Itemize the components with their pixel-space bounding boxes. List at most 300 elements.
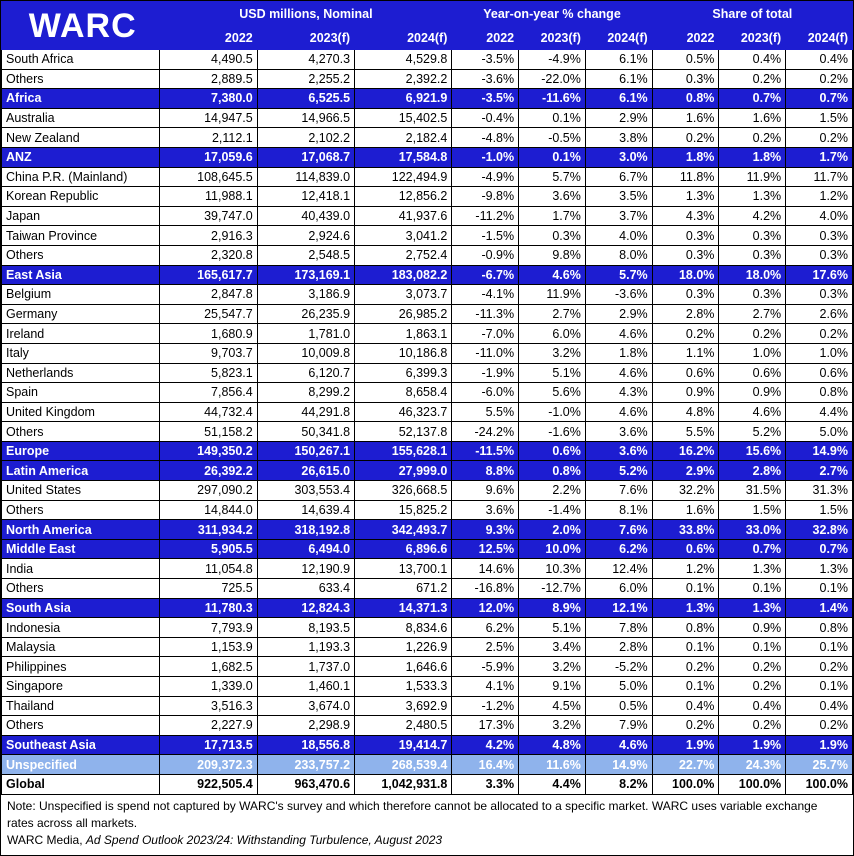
value-cell: 0.3%: [652, 245, 719, 265]
value-cell: 0.3%: [719, 285, 786, 305]
row-label-cell: Malaysia: [2, 637, 160, 657]
value-cell: -6.0%: [452, 383, 519, 403]
value-cell: 0.1%: [719, 637, 786, 657]
value-cell: 5.6%: [519, 383, 586, 403]
value-cell: 8,658.4: [355, 383, 452, 403]
value-cell: 3.7%: [585, 206, 652, 226]
value-cell: -1.0%: [452, 147, 519, 167]
value-cell: 5.7%: [585, 265, 652, 285]
value-cell: 32.8%: [786, 520, 853, 540]
value-cell: -6.7%: [452, 265, 519, 285]
value-cell: 51,158.2: [160, 422, 257, 442]
row-label-cell: Others: [2, 422, 160, 442]
row-label-cell: New Zealand: [2, 128, 160, 148]
value-cell: -11.2%: [452, 206, 519, 226]
row-label-cell: Others: [2, 245, 160, 265]
value-cell: 12.0%: [452, 598, 519, 618]
value-cell: 5.2%: [585, 461, 652, 481]
table-notes: [1, 795, 853, 852]
value-cell: 10,186.8: [355, 343, 452, 363]
value-cell: 14,947.5: [160, 108, 257, 128]
value-cell: 2,320.8: [160, 245, 257, 265]
global-row: [2, 774, 853, 794]
value-cell: 963,470.6: [257, 774, 354, 794]
value-cell: 3.8%: [585, 128, 652, 148]
table-row: [2, 69, 853, 89]
total-row: [2, 89, 853, 109]
value-cell: 2,752.4: [355, 245, 452, 265]
value-cell: 4.0%: [585, 226, 652, 246]
value-cell: 922,505.4: [160, 774, 257, 794]
value-cell: 6.1%: [585, 50, 652, 70]
value-cell: 6.2%: [452, 618, 519, 638]
value-cell: 12.5%: [452, 539, 519, 559]
header-year: 2024(f): [786, 27, 853, 50]
value-cell: 0.7%: [719, 539, 786, 559]
value-cell: 0.6%: [786, 363, 853, 383]
value-cell: 2.9%: [585, 108, 652, 128]
value-cell: 6,525.5: [257, 89, 354, 109]
total-row: [2, 598, 853, 618]
value-cell: 0.8%: [652, 89, 719, 109]
value-cell: 11,988.1: [160, 187, 257, 207]
value-cell: 0.2%: [719, 677, 786, 697]
value-cell: 8.8%: [452, 461, 519, 481]
value-cell: 0.4%: [786, 696, 853, 716]
value-cell: 3,041.2: [355, 226, 452, 246]
value-cell: -1.2%: [452, 696, 519, 716]
value-cell: 1,863.1: [355, 324, 452, 344]
value-cell: 17,584.8: [355, 147, 452, 167]
value-cell: 8.2%: [585, 774, 652, 794]
value-cell: 4.4%: [786, 402, 853, 422]
value-cell: 22.7%: [652, 755, 719, 775]
value-cell: 6,120.7: [257, 363, 354, 383]
row-label-cell: Germany: [2, 304, 160, 324]
value-cell: 2.8%: [652, 304, 719, 324]
value-cell: 11.8%: [652, 167, 719, 187]
row-label-cell: Philippines: [2, 657, 160, 677]
value-cell: -1.9%: [452, 363, 519, 383]
total-row: [2, 539, 853, 559]
value-cell: 0.2%: [652, 128, 719, 148]
table-row: [2, 422, 853, 442]
value-cell: 0.2%: [786, 324, 853, 344]
value-cell: -0.9%: [452, 245, 519, 265]
value-cell: 5.5%: [452, 402, 519, 422]
value-cell: 17,068.7: [257, 147, 354, 167]
value-cell: 5,905.5: [160, 539, 257, 559]
value-cell: 26,392.2: [160, 461, 257, 481]
value-cell: 1.6%: [652, 108, 719, 128]
value-cell: 2,392.2: [355, 69, 452, 89]
value-cell: -22.0%: [519, 69, 586, 89]
table-row: [2, 402, 853, 422]
value-cell: 0.6%: [652, 363, 719, 383]
value-cell: 0.2%: [719, 716, 786, 736]
value-cell: 2,847.8: [160, 285, 257, 305]
value-cell: 4.2%: [719, 206, 786, 226]
value-cell: 3.5%: [585, 187, 652, 207]
value-cell: 6.0%: [519, 324, 586, 344]
value-cell: -11.5%: [452, 441, 519, 461]
value-cell: 0.3%: [719, 226, 786, 246]
value-cell: 25,547.7: [160, 304, 257, 324]
value-cell: 1.5%: [786, 108, 853, 128]
value-cell: -3.6%: [452, 69, 519, 89]
value-cell: 27,999.0: [355, 461, 452, 481]
value-cell: 0.1%: [519, 147, 586, 167]
value-cell: 0.3%: [652, 226, 719, 246]
row-label-cell: Italy: [2, 343, 160, 363]
value-cell: -3.5%: [452, 89, 519, 109]
value-cell: 8,834.6: [355, 618, 452, 638]
value-cell: 12,856.2: [355, 187, 452, 207]
value-cell: 52,137.8: [355, 422, 452, 442]
value-cell: 25.7%: [786, 755, 853, 775]
value-cell: 183,082.2: [355, 265, 452, 285]
value-cell: -1.4%: [519, 500, 586, 520]
table-row: [2, 657, 853, 677]
value-cell: 4.3%: [652, 206, 719, 226]
value-cell: 0.4%: [719, 50, 786, 70]
value-cell: 4.5%: [519, 696, 586, 716]
value-cell: 7.8%: [585, 618, 652, 638]
value-cell: 10.0%: [519, 539, 586, 559]
header-year: 2024(f): [355, 27, 452, 50]
value-cell: 17,713.5: [160, 735, 257, 755]
value-cell: 2,255.2: [257, 69, 354, 89]
header-year: 2023(f): [519, 27, 586, 50]
value-cell: 173,169.1: [257, 265, 354, 285]
row-label-cell: Latin America: [2, 461, 160, 481]
value-cell: 0.1%: [652, 637, 719, 657]
value-cell: -3.6%: [585, 285, 652, 305]
value-cell: -4.9%: [452, 167, 519, 187]
value-cell: 2,102.2: [257, 128, 354, 148]
total-row: [2, 265, 853, 285]
value-cell: 39,747.0: [160, 206, 257, 226]
value-cell: 342,493.7: [355, 520, 452, 540]
value-cell: 0.4%: [719, 696, 786, 716]
value-cell: 0.1%: [786, 579, 853, 599]
value-cell: 8.9%: [519, 598, 586, 618]
value-cell: 1,226.9: [355, 637, 452, 657]
table-row: [2, 383, 853, 403]
value-cell: 11.9%: [719, 167, 786, 187]
header-year: 2022: [160, 27, 257, 50]
value-cell: 11.9%: [519, 285, 586, 305]
value-cell: 0.6%: [652, 539, 719, 559]
value-cell: 0.1%: [652, 677, 719, 697]
value-cell: 2.8%: [585, 637, 652, 657]
value-cell: 7.6%: [585, 481, 652, 501]
header-year: 2024(f): [585, 27, 652, 50]
value-cell: 2.9%: [585, 304, 652, 324]
value-cell: 0.3%: [719, 245, 786, 265]
value-cell: 7.9%: [585, 716, 652, 736]
value-cell: 3.2%: [519, 716, 586, 736]
header-share-group: Share of total: [652, 2, 852, 27]
value-cell: 9.3%: [452, 520, 519, 540]
value-cell: 318,192.8: [257, 520, 354, 540]
value-cell: 108,645.5: [160, 167, 257, 187]
table-row: [2, 206, 853, 226]
value-cell: 32.2%: [652, 481, 719, 501]
value-cell: 16.4%: [452, 755, 519, 775]
value-cell: 2,182.4: [355, 128, 452, 148]
value-cell: 0.8%: [786, 383, 853, 403]
value-cell: 1,153.9: [160, 637, 257, 657]
value-cell: 4.6%: [585, 735, 652, 755]
value-cell: 1.8%: [652, 147, 719, 167]
row-label-cell: Netherlands: [2, 363, 160, 383]
value-cell: -1.5%: [452, 226, 519, 246]
value-cell: 6,494.0: [257, 539, 354, 559]
value-cell: 1,193.3: [257, 637, 354, 657]
value-cell: 31.5%: [719, 481, 786, 501]
value-cell: 4.6%: [585, 402, 652, 422]
value-cell: 2,924.6: [257, 226, 354, 246]
row-label-cell: Others: [2, 500, 160, 520]
table-row: [2, 343, 853, 363]
table-row: [2, 324, 853, 344]
value-cell: 3.6%: [585, 422, 652, 442]
value-cell: 122,494.9: [355, 167, 452, 187]
value-cell: 1.6%: [652, 500, 719, 520]
value-cell: 9,703.7: [160, 343, 257, 363]
value-cell: 0.5%: [652, 50, 719, 70]
value-cell: 2,112.1: [160, 128, 257, 148]
value-cell: 5,823.1: [160, 363, 257, 383]
value-cell: 0.2%: [652, 324, 719, 344]
value-cell: 14.9%: [786, 441, 853, 461]
value-cell: 326,668.5: [355, 481, 452, 501]
value-cell: 46,323.7: [355, 402, 452, 422]
value-cell: 5.0%: [585, 677, 652, 697]
row-label-cell: Southeast Asia: [2, 735, 160, 755]
value-cell: 6,399.3: [355, 363, 452, 383]
row-label-cell: ANZ: [2, 147, 160, 167]
value-cell: 1.9%: [652, 735, 719, 755]
row-label-cell: Others: [2, 579, 160, 599]
value-cell: 114,839.0: [257, 167, 354, 187]
value-cell: 14,371.3: [355, 598, 452, 618]
value-cell: 0.2%: [719, 657, 786, 677]
value-cell: -0.5%: [519, 128, 586, 148]
value-cell: 1.6%: [719, 108, 786, 128]
value-cell: 15,402.5: [355, 108, 452, 128]
table-row: [2, 579, 853, 599]
value-cell: 3.6%: [452, 500, 519, 520]
value-cell: 0.7%: [719, 89, 786, 109]
value-cell: 41,937.6: [355, 206, 452, 226]
value-cell: -11.3%: [452, 304, 519, 324]
value-cell: 1.2%: [652, 559, 719, 579]
value-cell: 33.0%: [719, 520, 786, 540]
source-prefix: WARC Media,: [7, 832, 86, 847]
table-row: [2, 716, 853, 736]
value-cell: 3.2%: [519, 343, 586, 363]
value-cell: 2,916.3: [160, 226, 257, 246]
value-cell: 13,700.1: [355, 559, 452, 579]
value-cell: 0.2%: [719, 69, 786, 89]
value-cell: 0.7%: [786, 539, 853, 559]
value-cell: 11.6%: [519, 755, 586, 775]
value-cell: 5.1%: [519, 618, 586, 638]
value-cell: 24.3%: [719, 755, 786, 775]
value-cell: 5.1%: [519, 363, 586, 383]
value-cell: 0.2%: [652, 716, 719, 736]
value-cell: 12.4%: [585, 559, 652, 579]
value-cell: 15,825.2: [355, 500, 452, 520]
value-cell: 2.5%: [452, 637, 519, 657]
row-label-cell: Others: [2, 716, 160, 736]
value-cell: 2,298.9: [257, 716, 354, 736]
value-cell: 0.4%: [652, 696, 719, 716]
value-cell: 4.1%: [452, 677, 519, 697]
row-label-cell: Taiwan Province: [2, 226, 160, 246]
row-label-cell: South Africa: [2, 50, 160, 70]
row-label-cell: Indonesia: [2, 618, 160, 638]
value-cell: 0.4%: [786, 50, 853, 70]
table-row: [2, 167, 853, 187]
value-cell: 3.4%: [519, 637, 586, 657]
value-cell: 12,418.1: [257, 187, 354, 207]
value-cell: 4.6%: [585, 324, 652, 344]
value-cell: 725.5: [160, 579, 257, 599]
unspec-row: [2, 755, 853, 775]
row-label-cell: Ireland: [2, 324, 160, 344]
value-cell: 1.0%: [719, 343, 786, 363]
value-cell: 18.0%: [652, 265, 719, 285]
value-cell: 1.3%: [719, 187, 786, 207]
row-label-cell: Europe: [2, 441, 160, 461]
value-cell: 0.1%: [719, 579, 786, 599]
value-cell: 11.7%: [786, 167, 853, 187]
header-year: 2022: [452, 27, 519, 50]
table-row: [2, 559, 853, 579]
value-cell: 0.2%: [786, 69, 853, 89]
value-cell: 2,889.5: [160, 69, 257, 89]
value-cell: 7.6%: [585, 520, 652, 540]
value-cell: 0.2%: [786, 128, 853, 148]
value-cell: 5.7%: [519, 167, 586, 187]
value-cell: 6.7%: [585, 167, 652, 187]
value-cell: 3,516.3: [160, 696, 257, 716]
table-row: [2, 285, 853, 305]
value-cell: 4,270.3: [257, 50, 354, 70]
value-cell: 1,042,931.8: [355, 774, 452, 794]
table-row: [2, 696, 853, 716]
value-cell: 149,350.2: [160, 441, 257, 461]
source-title: Ad Spend Outlook 2023/24: Withstanding Turbulence, August 2023: [85, 832, 443, 847]
row-label-cell: Thailand: [2, 696, 160, 716]
value-cell: 12,190.9: [257, 559, 354, 579]
row-label-cell: Singapore: [2, 677, 160, 697]
row-label-cell: Africa: [2, 89, 160, 109]
value-cell: 1.8%: [719, 147, 786, 167]
value-cell: 4.6%: [719, 402, 786, 422]
value-cell: 0.5%: [585, 696, 652, 716]
table-row: [2, 187, 853, 207]
value-cell: 1.4%: [786, 598, 853, 618]
value-cell: 7,856.4: [160, 383, 257, 403]
total-row: [2, 735, 853, 755]
value-cell: 3.6%: [585, 441, 652, 461]
row-label-cell: South Asia: [2, 598, 160, 618]
table-row: [2, 245, 853, 265]
value-cell: 14,966.5: [257, 108, 354, 128]
value-cell: -9.8%: [452, 187, 519, 207]
value-cell: -24.2%: [452, 422, 519, 442]
value-cell: 5.2%: [719, 422, 786, 442]
source-line: [7, 832, 847, 849]
value-cell: 0.9%: [652, 383, 719, 403]
value-cell: 303,553.4: [257, 481, 354, 501]
value-cell: 0.2%: [786, 716, 853, 736]
value-cell: 2.2%: [519, 481, 586, 501]
row-label-cell: East Asia: [2, 265, 160, 285]
value-cell: 1.7%: [519, 206, 586, 226]
table-row: [2, 481, 853, 501]
header-year: 2023(f): [719, 27, 786, 50]
value-cell: 1.0%: [786, 343, 853, 363]
row-label-cell: Others: [2, 69, 160, 89]
value-cell: 11,780.3: [160, 598, 257, 618]
value-cell: 1.1%: [652, 343, 719, 363]
value-cell: 1.5%: [719, 500, 786, 520]
table-row: [2, 108, 853, 128]
value-cell: 0.8%: [519, 461, 586, 481]
table-row: [2, 363, 853, 383]
value-cell: 1.7%: [786, 147, 853, 167]
value-cell: -1.0%: [519, 402, 586, 422]
value-cell: 0.9%: [719, 383, 786, 403]
value-cell: 5.0%: [786, 422, 853, 442]
value-cell: 50,341.8: [257, 422, 354, 442]
value-cell: 100.0%: [786, 774, 853, 794]
value-cell: 8.0%: [585, 245, 652, 265]
value-cell: 7,793.9: [160, 618, 257, 638]
value-cell: 26,235.9: [257, 304, 354, 324]
total-row: [2, 461, 853, 481]
table-row: [2, 618, 853, 638]
total-row: [2, 520, 853, 540]
value-cell: 3,674.0: [257, 696, 354, 716]
value-cell: 0.2%: [719, 128, 786, 148]
value-cell: 1.8%: [585, 343, 652, 363]
value-cell: 2,548.5: [257, 245, 354, 265]
value-cell: 19,414.7: [355, 735, 452, 755]
value-cell: 0.1%: [519, 108, 586, 128]
value-cell: 12,824.3: [257, 598, 354, 618]
value-cell: -3.5%: [452, 50, 519, 70]
value-cell: 11,054.8: [160, 559, 257, 579]
value-cell: 0.8%: [652, 618, 719, 638]
row-label-cell: India: [2, 559, 160, 579]
value-cell: 2.9%: [652, 461, 719, 481]
value-cell: 8,299.2: [257, 383, 354, 403]
warc-logo: WARC: [2, 2, 160, 50]
value-cell: 12.1%: [585, 598, 652, 618]
value-cell: 26,615.0: [257, 461, 354, 481]
value-cell: 4.2%: [452, 735, 519, 755]
row-label-cell: Middle East: [2, 539, 160, 559]
row-label-cell: Korean Republic: [2, 187, 160, 207]
value-cell: 3.6%: [519, 187, 586, 207]
value-cell: -5.2%: [585, 657, 652, 677]
